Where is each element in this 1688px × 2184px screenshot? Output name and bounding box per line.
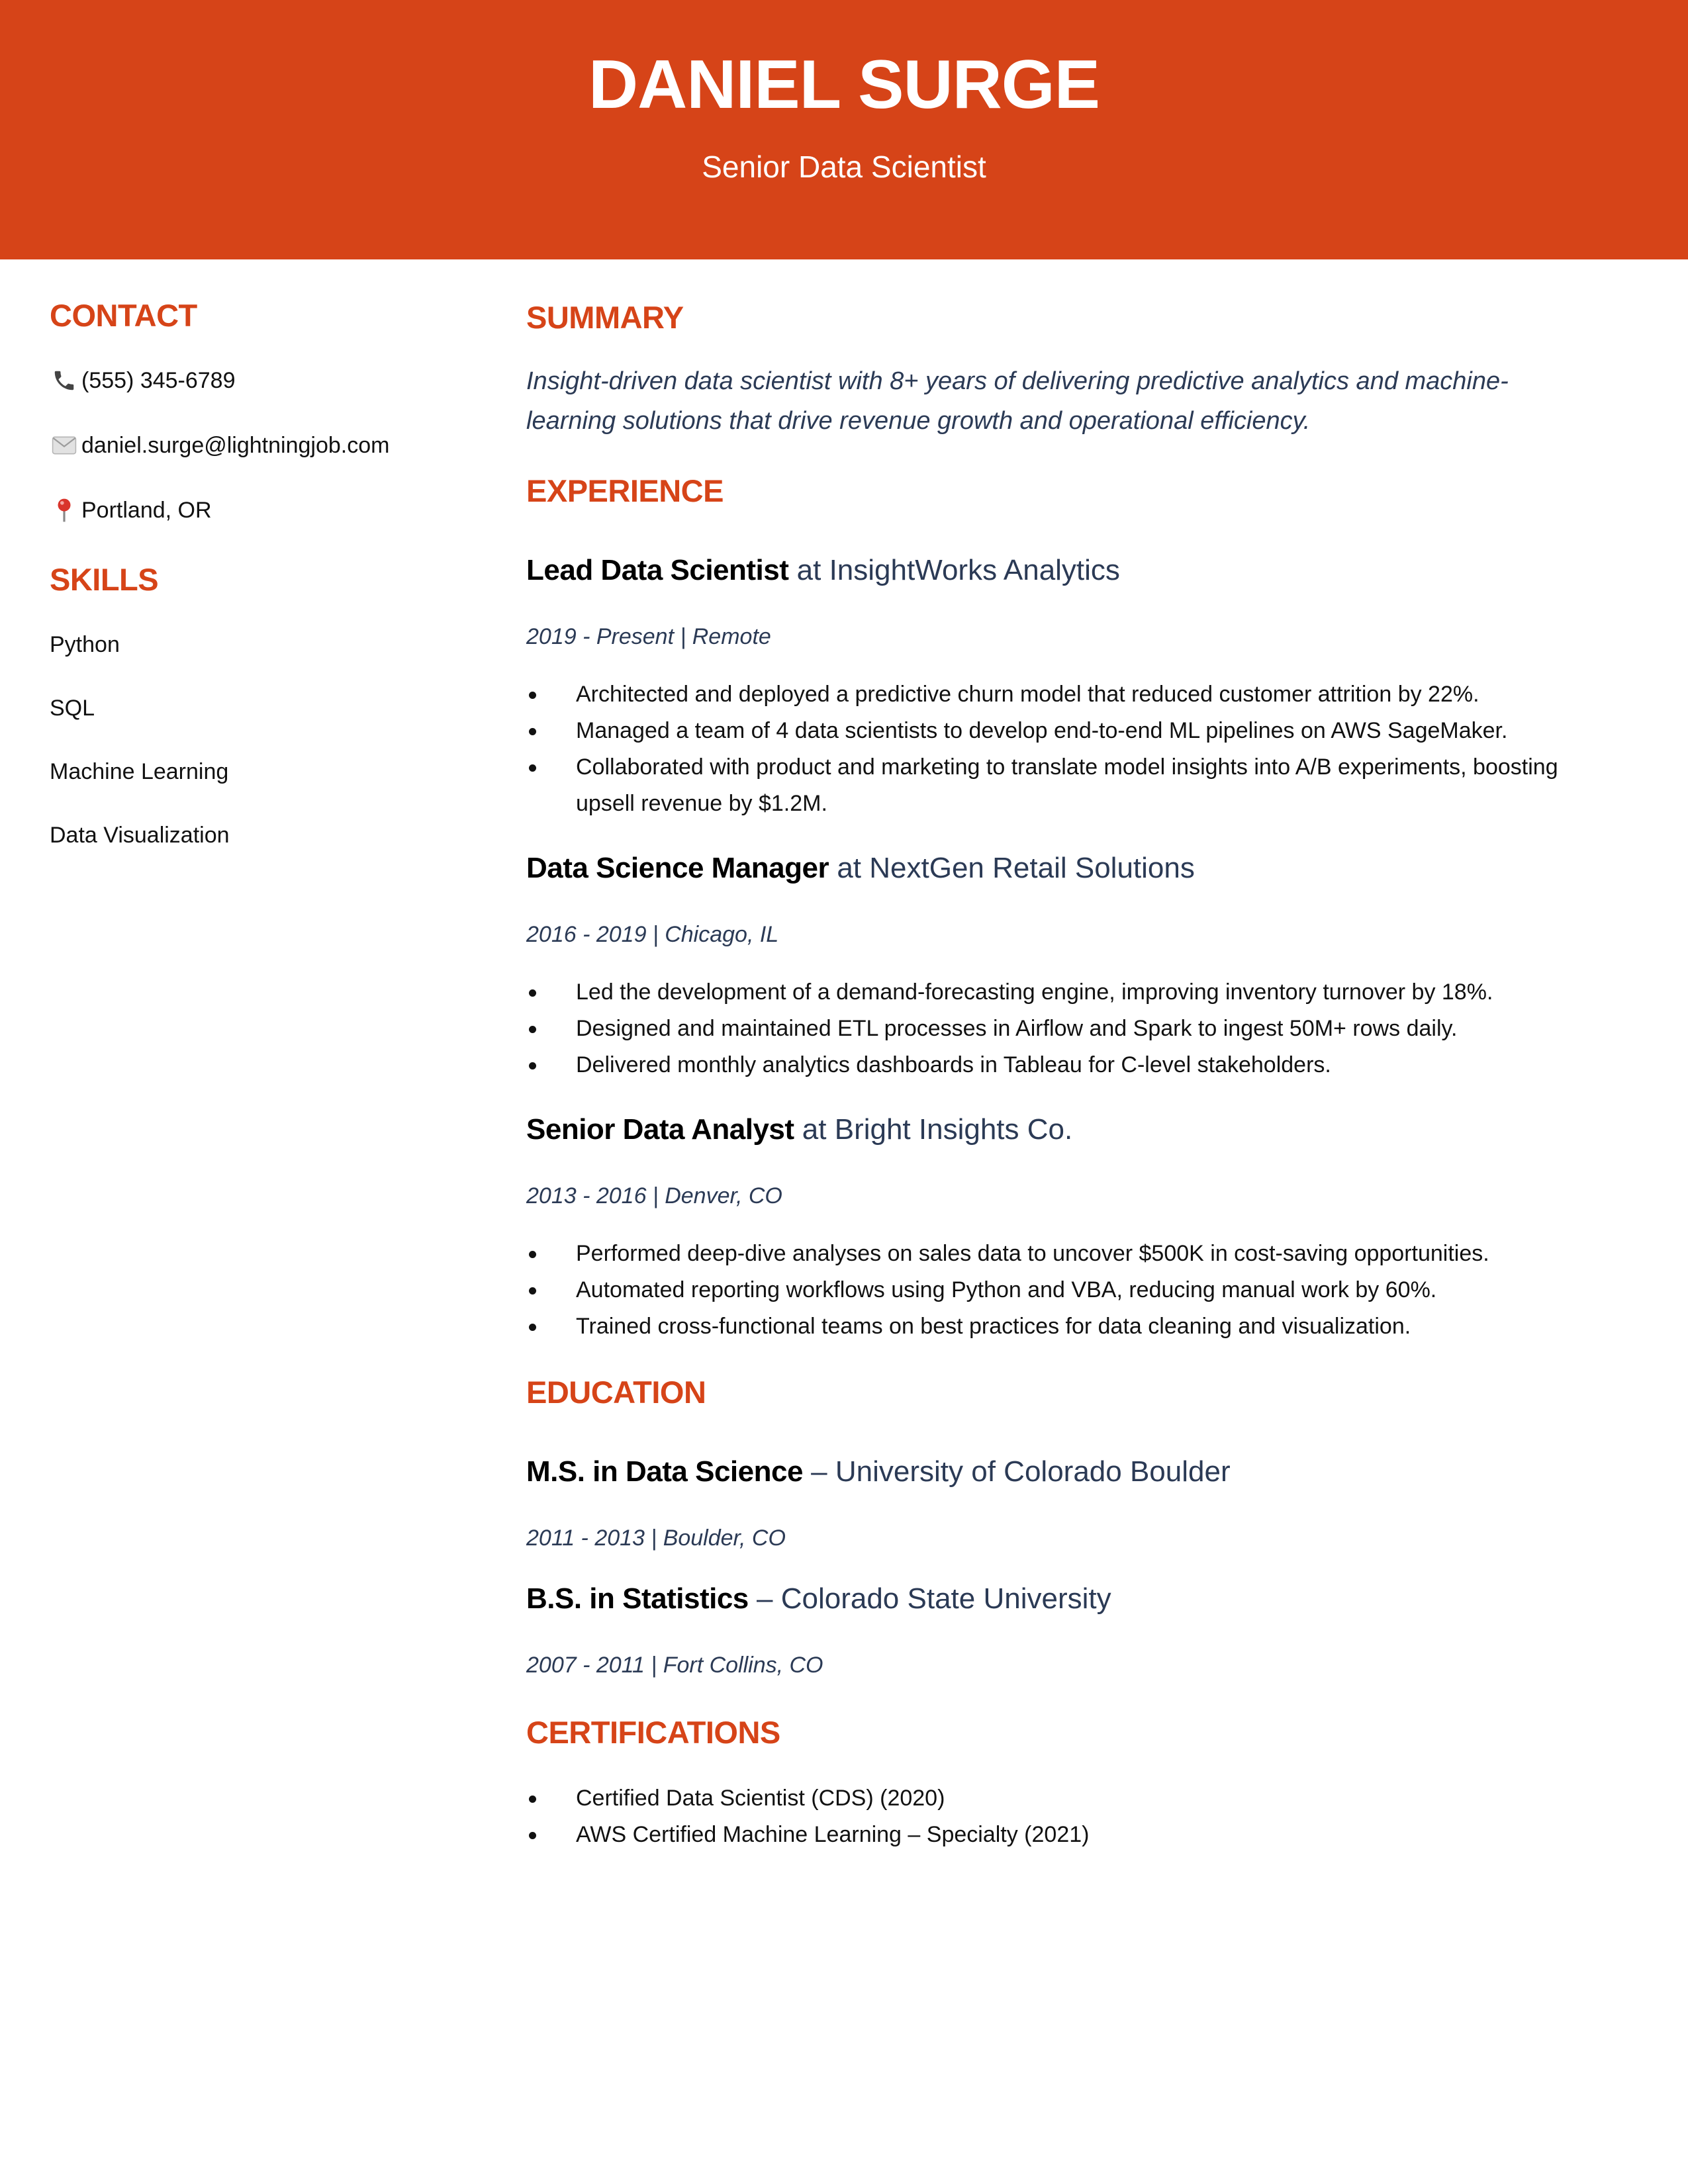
summary-text: Insight-driven data scientist with 8+ years of delivering predictive analytics and machine-learning solutions that drive revenue growth and operational efficiency. (526, 367, 1509, 435)
contact-phone-text[interactable]: (555) 345-6789 (81, 368, 236, 393)
contact-phone (50, 366, 447, 395)
sidebar (50, 291, 447, 850)
skill-item: Python (50, 632, 120, 657)
job-connector: at (837, 852, 862, 884)
job-title: Lead Data Scientist (526, 554, 789, 586)
candidate-role: Senior Data Scientist (702, 150, 986, 184)
job-connector: at (796, 554, 821, 586)
job-meta: 2013 - 2016 | Denver, CO (526, 1183, 782, 1208)
main-content (526, 291, 1559, 1853)
job-bullets (526, 1236, 1559, 1345)
education-entry (526, 1580, 1559, 1680)
contact-email (50, 431, 447, 460)
degree-title: B.S. in Statistics (526, 1582, 749, 1615)
education-heading-line (526, 1453, 1559, 1490)
skill-item: Data Visualization (50, 823, 230, 848)
certifications-list (526, 1780, 1559, 1853)
contact-location-text: Portland, OR (81, 498, 212, 523)
job-company: Bright Insights Co. (834, 1113, 1073, 1146)
contact-email-text[interactable]: daniel.surge@lightningjob.com (81, 433, 390, 458)
list-item: Automated reporting workflows using Python and VBA, reducing manual work by 60%. (526, 1272, 1559, 1308)
list-item: Designed and maintained ETL processes in Airflow and Spark to ingest 50M+ rows daily. (526, 1011, 1559, 1047)
job-entry (526, 1111, 1559, 1345)
job-heading (526, 1111, 1559, 1148)
list-item: Managed a team of 4 data scientists to develop end-to-end ML pipelines on AWS SageMaker. (526, 713, 1559, 749)
job-title: Senior Data Analyst (526, 1113, 794, 1146)
job-company: NextGen Retail Solutions (869, 852, 1195, 884)
summary-heading: SUMMARY (526, 300, 684, 335)
school-name: Colorado State University (780, 1582, 1111, 1615)
list-item: Certified Data Scientist (CDS) (2020) (526, 1780, 1559, 1817)
job-company: InsightWorks Analytics (829, 554, 1120, 586)
job-meta: 2019 - Present | Remote (526, 624, 771, 649)
job-entry (526, 850, 1559, 1083)
job-bullets (526, 676, 1559, 822)
experience-heading: EXPERIENCE (526, 473, 724, 508)
education-entry (526, 1453, 1559, 1553)
list-item: Led the development of a demand-forecasting engine, improving inventory turnover by 18%. (526, 974, 1559, 1011)
list-item: Architected and deployed a predictive churn model that reduced customer attrition by 22%. (526, 676, 1559, 713)
skills-heading: SKILLS (50, 562, 159, 597)
school-name: University of Colorado Boulder (835, 1455, 1231, 1488)
job-entry (526, 552, 1559, 822)
job-bullets (526, 974, 1559, 1083)
job-heading (526, 552, 1559, 589)
skill-item: Machine Learning (50, 759, 229, 784)
candidate-name: DANIEL SURGE (588, 46, 1100, 123)
envelope-icon (50, 431, 79, 460)
degree-title: M.S. in Data Science (526, 1455, 803, 1488)
contact-location (50, 496, 447, 525)
list-item: AWS Certified Machine Learning – Specialty (2021) (526, 1817, 1559, 1853)
list-item: Trained cross-functional teams on best practices for data cleaning and visualization. (526, 1308, 1559, 1345)
job-title: Data Science Manager (526, 852, 829, 884)
education-heading: EDUCATION (526, 1375, 706, 1410)
list-item: Collaborated with product and marketing to translate model insights into A/B experiments, boosting upsell revenue by $1.2M. (526, 749, 1559, 822)
map-pin-icon (50, 496, 79, 525)
list-item: Delivered monthly analytics dashboards in Tableau for C-level stakeholders. (526, 1047, 1559, 1083)
skill-item: SQL (50, 696, 95, 721)
contact-heading: CONTACT (50, 298, 197, 333)
degree-connector: – (811, 1455, 827, 1488)
phone-icon (50, 366, 79, 395)
job-heading (526, 850, 1559, 887)
education-meta: 2007 - 2011 | Fort Collins, CO (526, 1653, 823, 1678)
list-item: Performed deep-dive analyses on sales data to uncover $500K in cost-saving opportunities. (526, 1236, 1559, 1272)
degree-connector: – (757, 1582, 773, 1615)
resume-header (0, 0, 1688, 259)
job-connector: at (802, 1113, 827, 1146)
education-meta: 2011 - 2013 | Boulder, CO (526, 1525, 786, 1551)
certifications-heading: CERTIFICATIONS (526, 1715, 780, 1750)
education-heading-line (526, 1580, 1559, 1617)
job-meta: 2016 - 2019 | Chicago, IL (526, 922, 779, 947)
